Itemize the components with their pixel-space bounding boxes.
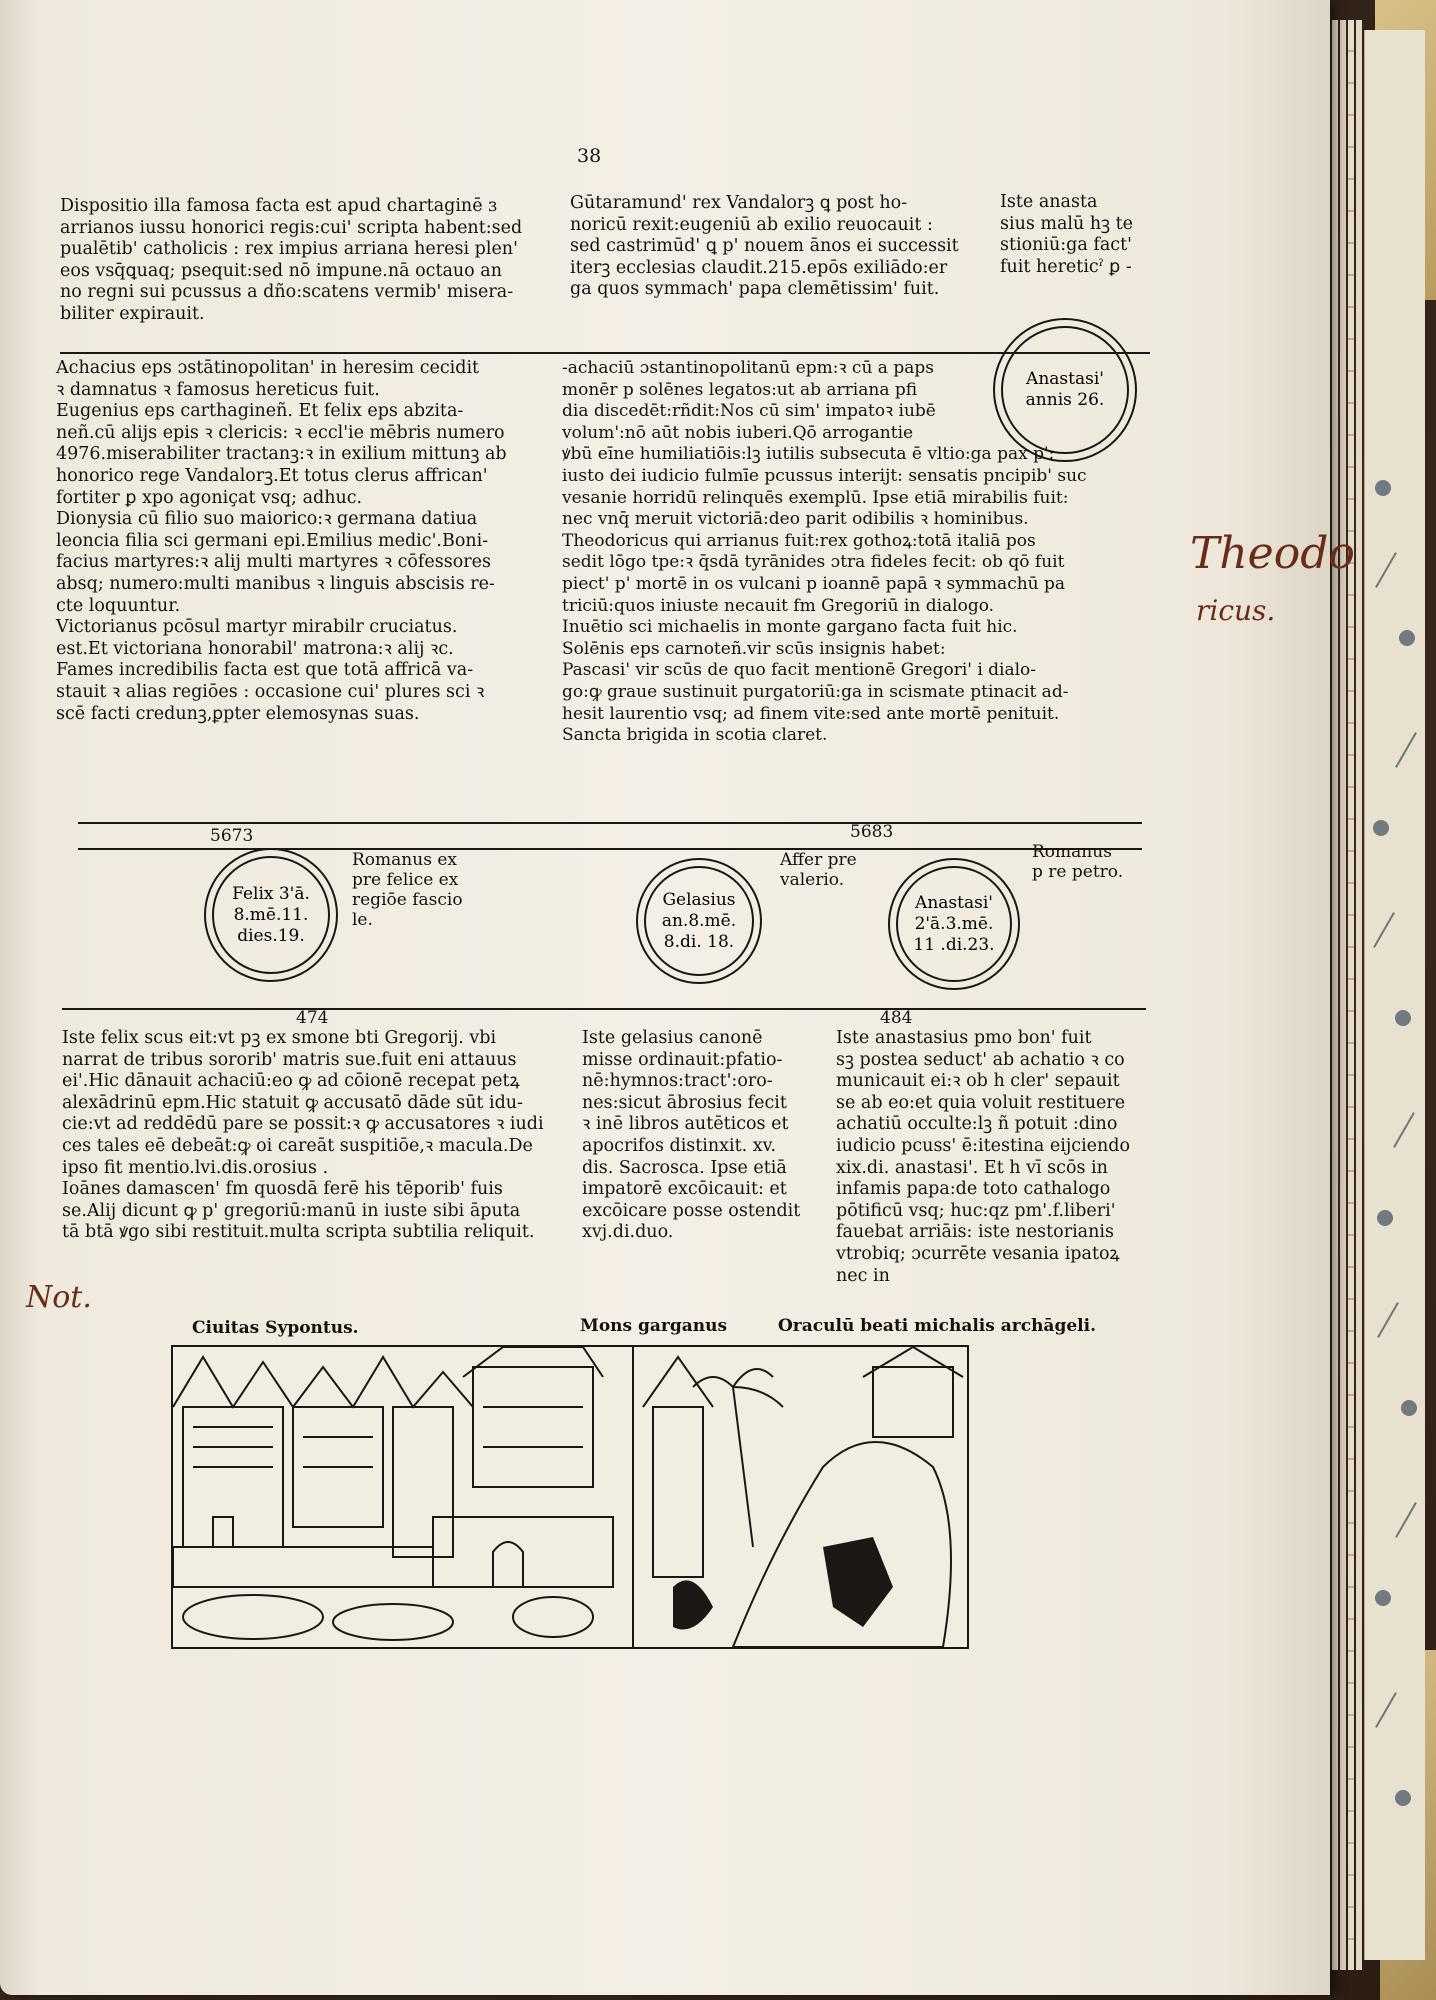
label-line: valerio. xyxy=(780,870,845,890)
text-line: pualētib' catholicis : rex impius arriana heresi plen' xyxy=(60,239,518,260)
middle-right-column xyxy=(562,358,1162,747)
text-line: sedit lōgo tpe:ꝛ q̄sdā tyrānides ɔtra fideles fecit: ob qō fuit xyxy=(562,552,1065,573)
text-line: 4976.miserabiliter tractanꝫ:ꝛ in exilium mittunꝫ ab xyxy=(56,444,507,465)
text-line: ei'.Hic dānauit achaciū:eo ꝙ ad cōionē recepat petꝝ xyxy=(62,1071,520,1092)
reign-number-right: 484 xyxy=(880,1008,913,1028)
text-line: impatorē excōicauit: et xyxy=(582,1179,787,1200)
text-line: absq; numero:multi manibus ꝛ linguis abscisis re- xyxy=(56,573,495,594)
gelasius-medallion xyxy=(636,858,762,984)
text-line: Dionysia cū filio suo maiorico:ꝛ germana datiua xyxy=(56,509,478,530)
text-line: Solēnis eps carnoteñ.vir scūs insignis habet: xyxy=(562,638,946,659)
text-line: sius malū hꝫ te xyxy=(1000,213,1134,234)
text-line: triciū:quos iniuste necauit fm Gregoriū in dialogo. xyxy=(562,595,995,616)
woodcut-drawing xyxy=(173,1347,967,1647)
text-line: iterꝫ ecclesias claudit.215.epōs exiliādo:er xyxy=(570,257,948,278)
text-line: ꝛ damnatus ꝛ famosus hereticus fuit. xyxy=(56,379,380,400)
text-line: ꝛ inē libros autēticos et xyxy=(582,1114,789,1135)
text-line: piect' p' mortē in os vulcani p ioannē papā ꝛ symmachū pa xyxy=(562,573,1066,594)
text-line: xix.di. anastasi'. Et h vī scōs in xyxy=(836,1157,1108,1178)
text-line: iusto dei iudicio fulmīe pcussus interijt: sensatis pncipib' suc xyxy=(562,465,1087,486)
text-line: est.Et victoriana honorabil' matrona:ꝛ alij ꝛc. xyxy=(56,638,454,659)
medallion-line: 11 .di.23. xyxy=(913,934,995,955)
text-line: narrat de tribus sororib' matris sue.fuit eni attauus xyxy=(62,1049,517,1070)
text-line: Theodoricus qui arrianus fuit:rex gothoꝝ:totā italiā pos xyxy=(562,530,1036,551)
text-line: Iste anasta xyxy=(1000,192,1098,212)
text-line: noricū rexit:eugeniū ab exilio reuocauit : xyxy=(570,214,933,235)
bleed-through-text xyxy=(1100,1330,1300,1348)
text-line: go:ꝙ graue sustinuit purgatoriū:ga in scismate ptinacit ad- xyxy=(562,681,1069,702)
text-line: ꝟbū eīne humiliatiōis:lꝫ iutilis subsecuta ē vltio:ga pax p': xyxy=(562,444,1055,465)
text-line: dis. Sacrosca. Ipse etiā xyxy=(582,1157,787,1178)
text-line: stioniū:ga fact' xyxy=(1000,235,1132,256)
text-line: fortiter ꝑ xpo agoniçat vsq; adhuc. xyxy=(56,487,363,508)
caption-civitas: Ciuitas Sypontus. xyxy=(192,1318,359,1338)
text-line: leoncia filia sci germani epi.Emilius medic'.Boni- xyxy=(56,530,489,551)
reign-number-left: 474 xyxy=(296,1008,329,1028)
text-line: Eugenius eps carthagineñ. Et felix eps abzita- xyxy=(56,401,464,422)
text-line: vesanie horridū relinquēs exemplū. Ipse etiā mirabilis fuit: xyxy=(562,487,1069,508)
medallion-line: 8.di. 18. xyxy=(663,931,735,952)
top-right-column xyxy=(1000,192,1150,278)
year-number-right: 5683 xyxy=(850,822,894,842)
text-line: iudicio pcuss' ē:itestina eijciendo xyxy=(836,1135,1131,1156)
text-line: excōicare posse ostendit xyxy=(582,1200,801,1221)
text-line: apocrifos distinxit. xv. xyxy=(582,1135,777,1156)
marginal-note-theodo: Theodo xyxy=(1190,528,1355,579)
text-line: sed castrimūd' ꝗ p' nouem ānos ei successit xyxy=(570,236,959,257)
section-divider xyxy=(60,352,1150,354)
text-line: Iste gelasius canonē xyxy=(582,1028,763,1048)
marginal-note-not: Not. xyxy=(26,1280,92,1315)
text-line: honorico rege Vandalorꝫ.Et totus clerus affrican' xyxy=(56,465,488,486)
text-line: nes:sicut ābrosius fecit xyxy=(582,1092,787,1113)
text-line: ces tales eē debeāt:ꝙ oi careāt suspitiōe,ꝛ macula.De xyxy=(62,1135,533,1156)
folio-number: 38 xyxy=(577,145,602,167)
medallion-text xyxy=(212,856,330,974)
top-left-column xyxy=(60,196,560,326)
text-line: arrianos iussu honorici regis:cui' scripta habent:sed xyxy=(60,217,523,238)
timeline-rule-line xyxy=(78,848,1142,850)
text-line: Gūtaramund' rex Vandalorꝫ ꝗ post ho- xyxy=(570,193,908,213)
gelasius-description xyxy=(780,850,857,890)
text-line: stauit ꝛ alias regiōes : occasione cui' plures sci ꝛ xyxy=(56,681,485,702)
text-line: Inuētio sci michaelis in monte gargano facta fuit hic. xyxy=(562,617,1018,638)
text-line: Iste anastasius pmo bon' fuit xyxy=(836,1028,1092,1048)
top-middle-column xyxy=(570,193,990,301)
text-line: cte loquuntur. xyxy=(56,595,181,616)
medallion-line: annis 26. xyxy=(1025,390,1105,410)
text-line: alexādrinū epm.Hic statuit ꝙ accusatō dāde sūt idu- xyxy=(62,1092,523,1113)
medallion-text xyxy=(644,866,754,976)
text-line: achatiū occulte:lꝫ ñ potuit :dino xyxy=(836,1114,1118,1135)
text-line: Iste felix scus eit:vt pꝫ ex smone bti Gregorij. vbi xyxy=(62,1028,497,1048)
text-line: eos vsq̄ꝗuaq; psequit:sed nō impune.nā octauo an xyxy=(60,260,502,281)
text-line: ga quos symmach' papa clemētissim' fuit. xyxy=(570,279,940,300)
medallion-line: an.8.mē. xyxy=(661,910,737,931)
bottom-left-column xyxy=(62,1028,562,1244)
patterned-flyleaf xyxy=(1364,30,1425,1960)
text-line: nec vnq̄ meruit victoriā:deo parit odibilis ꝛ hominibus. xyxy=(562,509,1029,530)
text-line: Sancta brigida in scotia claret. xyxy=(562,725,828,746)
felix-description xyxy=(352,850,463,930)
label-line: pre felice ex xyxy=(352,870,459,890)
text-line: Ioānes damascen' fm quosdā ferē his tēporib' fuis xyxy=(62,1179,503,1200)
text-line: dia discedēt:rñdit:Nos cū sim' impatoꝛ iubē xyxy=(562,401,936,422)
label-line: Romanus ex xyxy=(352,850,457,870)
anastasius-description xyxy=(1032,842,1123,882)
label-line: regiōe fascio xyxy=(352,890,463,910)
page-edge xyxy=(1340,20,1346,1970)
text-line: Pascasi' vir scūs de quo facit mentionē Gregori' i dialo- xyxy=(562,660,1037,681)
timeline-rule-top xyxy=(78,822,1142,824)
label-line: Romanus xyxy=(1032,842,1112,862)
medallion-line: 8.mē.11. xyxy=(233,904,309,925)
text-line: cie:vt ad reddēdū pare se possit:ꝛ ꝙ accusatores ꝛ iudi xyxy=(62,1114,544,1135)
page-edge xyxy=(1332,20,1338,1970)
text-line: biliter expirauit. xyxy=(60,303,205,324)
text-line: neñ.cū alijs epis ꝛ clericis: ꝛ eccl'ie mēbris numero xyxy=(56,422,505,443)
medallion-line: Felix 3'ā. xyxy=(232,883,310,904)
text-line: Fames incredibilis facta est que totā affricā va- xyxy=(56,660,474,681)
caption-oraculum: Oraculū beati michalis archāgeli. xyxy=(778,1316,1096,1336)
label-line: le. xyxy=(352,910,373,930)
text-line: nē:hymnos:tract':oro- xyxy=(582,1071,773,1092)
bottom-middle-column xyxy=(582,1028,832,1244)
page-edge xyxy=(1348,20,1354,1970)
text-line: scē facti credunꝫ,ꝑpter elemosynas suas. xyxy=(56,703,420,724)
text-line: Achacius eps ɔstātinopolitan' in heresim cecidit xyxy=(56,358,480,378)
text-line: -achaciū ɔstantinopolitanū epm:ꝛ cū a paps xyxy=(562,358,934,378)
page-edge xyxy=(1356,20,1362,1970)
text-line: Dispositio illa famosa facta est apud chartaginē ɜ xyxy=(60,196,498,216)
medallion-line: 2'ā.3.mē. xyxy=(914,913,994,934)
text-line: tā btā ꝟgo sibi restituit.multa scripta subtilia reliquit. xyxy=(62,1222,535,1243)
medallion-line: Gelasius xyxy=(662,889,736,910)
text-line: pōtificū vsq; huc:qz pm'.f.liberi' xyxy=(836,1200,1116,1221)
anastasius-ii-medallion xyxy=(888,858,1020,990)
label-line: Affer pre xyxy=(780,850,857,870)
text-line: vtrobiq; ɔcurrēte vesania ipatoꝝ xyxy=(836,1243,1120,1264)
text-line: se.Alij dicunt ꝙ p' gregoriū:manū in iuste sibi āputa xyxy=(62,1200,521,1221)
text-line: facius martyres:ꝛ alij multi martyres ꝛ cōfessores xyxy=(56,552,491,573)
text-line: monēr p solēnes legatos:ut ab arriana pfi xyxy=(562,379,918,400)
medallion-text xyxy=(896,866,1012,982)
text-line: no regni sui pcussus a dño:scatens vermib' misera- xyxy=(60,282,514,303)
text-line: misse ordinauit:pfatio- xyxy=(582,1049,783,1070)
text-line: volum':nō aūt nobis iuberi.Qō arrogantie xyxy=(562,422,914,443)
medallion-line: dies.19. xyxy=(237,925,305,946)
medallion-line: Anastasi' xyxy=(915,892,993,913)
text-line: municauit ei:ꝛ ob h cler' sepauit xyxy=(836,1071,1120,1092)
marginal-note-ricus: ricus. xyxy=(1196,594,1276,627)
text-line: ipso fit mentio.lvi.dis.orosius . xyxy=(62,1157,329,1178)
timeline-rule-bottom xyxy=(62,1008,1146,1010)
medallion-line: Anastasi' xyxy=(1026,369,1104,389)
text-line: Victorianus pcōsul martyr mirabilr cruciatus. xyxy=(56,617,458,638)
label-line: p re petro. xyxy=(1032,862,1124,882)
year-number-left: 5673 xyxy=(210,826,254,846)
text-line: xvj.di.duo. xyxy=(582,1222,674,1243)
bottom-right-column xyxy=(836,1028,1176,1287)
text-line: fauebat arriāis: iste nestorianis xyxy=(836,1222,1114,1243)
middle-left-column xyxy=(56,358,566,725)
felix-medallion xyxy=(204,848,338,982)
text-line: se ab eo:et quia voluit restituere xyxy=(836,1092,1126,1113)
text-line: hesit laurentio vsq; ad finem vite:sed ante mortē penituit. xyxy=(562,703,1060,724)
text-line: infamis papa:de toto cathalogo xyxy=(836,1179,1111,1200)
text-line: nec in xyxy=(836,1265,890,1286)
text-line: fuit hereticˀ ꝑ - xyxy=(1000,256,1132,277)
woodcut-illustration xyxy=(171,1345,969,1649)
caption-mons: Mons garganus xyxy=(580,1316,728,1336)
text-line: sꝫ postea seduct' ab achatio ꝛ co xyxy=(836,1049,1125,1070)
